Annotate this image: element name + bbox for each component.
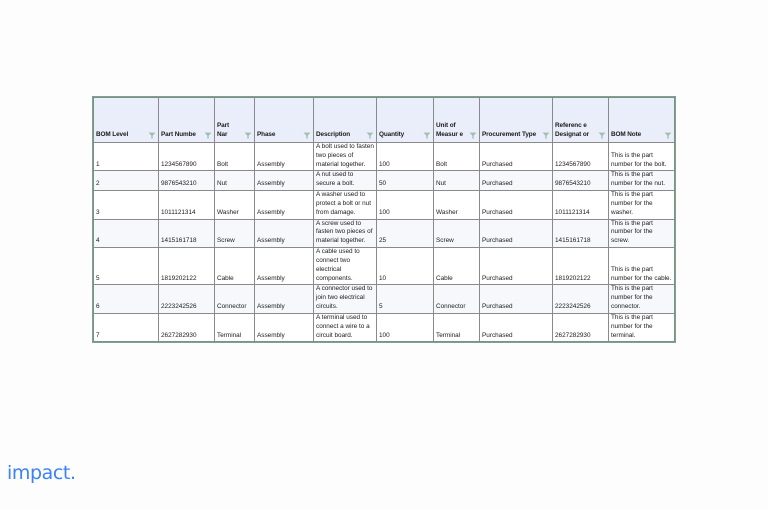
- filter-funnel-icon[interactable]: [542, 132, 550, 139]
- column-header-label: Unit of Measur e: [436, 122, 463, 139]
- cell-part_number[interactable]: 1011121314: [159, 191, 215, 219]
- column-header-label: Description: [316, 131, 351, 139]
- column-header-bom_level[interactable]: [94, 98, 159, 143]
- column-header-quantity[interactable]: [377, 98, 434, 143]
- cell-description[interactable]: A connector used to join two electrical circuits.: [314, 285, 377, 313]
- cell-bom_level[interactable]: 6: [94, 285, 159, 313]
- filter-funnel-icon[interactable]: [303, 132, 311, 139]
- cell-phase[interactable]: Assembly: [255, 313, 314, 341]
- column-header-part_name[interactable]: [215, 98, 255, 143]
- column-header-bom_note[interactable]: [609, 98, 675, 143]
- cell-procurement[interactable]: Purchased: [480, 143, 553, 171]
- cell-quantity[interactable]: 50: [377, 171, 434, 191]
- cell-phase[interactable]: Assembly: [255, 219, 314, 247]
- cell-quantity[interactable]: 25: [377, 219, 434, 247]
- cell-bom_level[interactable]: 2: [94, 171, 159, 191]
- column-header-label: BOM Note: [611, 131, 642, 139]
- cell-quantity[interactable]: 100: [377, 191, 434, 219]
- cell-procurement[interactable]: Purchased: [480, 313, 553, 341]
- cell-description[interactable]: A washer used to protect a bolt or nut from damage.: [314, 191, 377, 219]
- cell-part_number[interactable]: 1415161718: [159, 219, 215, 247]
- cell-description[interactable]: A bolt used to fasten two pieces of material together.: [314, 143, 377, 171]
- cell-phase[interactable]: Assembly: [255, 285, 314, 313]
- column-header-procurement[interactable]: [480, 98, 553, 143]
- cell-procurement[interactable]: Purchased: [480, 219, 553, 247]
- column-header-label: Procurement Type: [482, 131, 537, 139]
- cell-ref_designator[interactable]: 1819202122: [553, 248, 609, 285]
- cell-unit_of_measure[interactable]: Screw: [434, 219, 480, 247]
- table-row[interactable]: [94, 171, 675, 191]
- column-header-label: Part Numbe: [161, 131, 196, 139]
- cell-ref_designator[interactable]: 2627282930: [553, 313, 609, 341]
- filter-funnel-icon[interactable]: [598, 132, 606, 139]
- cell-unit_of_measure[interactable]: Cable: [434, 248, 480, 285]
- cell-quantity[interactable]: 5: [377, 285, 434, 313]
- cell-part_number[interactable]: 2223242526: [159, 285, 215, 313]
- cell-unit_of_measure[interactable]: Bolt: [434, 143, 480, 171]
- cell-bom_note[interactable]: This is the part number for the cable.: [609, 248, 675, 285]
- column-header-unit_of_measure[interactable]: [434, 98, 480, 143]
- cell-phase[interactable]: Assembly: [255, 171, 314, 191]
- cell-phase[interactable]: Assembly: [255, 248, 314, 285]
- table-header-row: [94, 98, 675, 143]
- column-header-label: BOM Level: [96, 131, 129, 139]
- table-row[interactable]: [94, 313, 675, 341]
- column-header-label: Quantity: [379, 131, 405, 139]
- cell-bom_level[interactable]: 1: [94, 143, 159, 171]
- table-row[interactable]: [94, 285, 675, 313]
- cell-ref_designator[interactable]: 1234567890: [553, 143, 609, 171]
- cell-procurement[interactable]: Purchased: [480, 248, 553, 285]
- cell-description[interactable]: A screw used to fasten two pieces of material together.: [314, 219, 377, 247]
- filter-funnel-icon[interactable]: [469, 132, 477, 139]
- cell-procurement[interactable]: Purchased: [480, 191, 553, 219]
- filter-funnel-icon[interactable]: [204, 132, 212, 139]
- cell-unit_of_measure[interactable]: Nut: [434, 171, 480, 191]
- cell-description[interactable]: A cable used to connect two electrical components.: [314, 248, 377, 285]
- table-row[interactable]: [94, 248, 675, 285]
- table-row[interactable]: [94, 219, 675, 247]
- cell-quantity[interactable]: 100: [377, 143, 434, 171]
- cell-bom_note[interactable]: This is the part number for the nut.: [609, 171, 675, 191]
- cell-part_name[interactable]: Nut: [215, 171, 255, 191]
- cell-part_number[interactable]: 9876543210: [159, 171, 215, 191]
- cell-bom_level[interactable]: 5: [94, 248, 159, 285]
- bom-table-header: [94, 98, 675, 143]
- impact-logo: impact.: [7, 462, 76, 484]
- cell-bom_level[interactable]: 7: [94, 313, 159, 341]
- filter-funnel-icon[interactable]: [244, 132, 252, 139]
- cell-procurement[interactable]: Purchased: [480, 285, 553, 313]
- cell-bom_note[interactable]: This is the part number for the connector.: [609, 285, 675, 313]
- cell-unit_of_measure[interactable]: Terminal: [434, 313, 480, 341]
- cell-bom_level[interactable]: 3: [94, 191, 159, 219]
- column-header-part_number[interactable]: [159, 98, 215, 143]
- cell-part_number[interactable]: 1819202122: [159, 248, 215, 285]
- cell-bom_note[interactable]: This is the part number for the bolt.: [609, 143, 675, 171]
- cell-ref_designator[interactable]: 9876543210: [553, 171, 609, 191]
- table-row[interactable]: [94, 191, 675, 219]
- bom-table-body: [94, 143, 675, 342]
- cell-quantity[interactable]: 100: [377, 313, 434, 341]
- cell-ref_designator[interactable]: 1415161718: [553, 219, 609, 247]
- filter-funnel-icon[interactable]: [664, 132, 672, 139]
- cell-part_name[interactable]: Cable: [215, 248, 255, 285]
- cell-quantity[interactable]: 10: [377, 248, 434, 285]
- column-header-phase[interactable]: [255, 98, 314, 143]
- cell-part_name[interactable]: Screw: [215, 219, 255, 247]
- column-header-ref_designator[interactable]: [553, 98, 609, 143]
- cell-bom_note[interactable]: This is the part number for the terminal.: [609, 313, 675, 341]
- bom-table-container: [92, 96, 676, 343]
- cell-part_name[interactable]: Washer: [215, 191, 255, 219]
- cell-description[interactable]: A nut used to secure a bolt.: [314, 171, 377, 191]
- column-header-label: Referenc e Designat or: [555, 122, 590, 139]
- column-header-description[interactable]: [314, 98, 377, 143]
- cell-part_number[interactable]: 1234567890: [159, 143, 215, 171]
- cell-unit_of_measure[interactable]: Connector: [434, 285, 480, 313]
- cell-part_name[interactable]: Bolt: [215, 143, 255, 171]
- cell-bom_note[interactable]: This is the part number for the washer.: [609, 191, 675, 219]
- column-header-label: Part Nar: [217, 122, 230, 139]
- cell-ref_designator[interactable]: 2223242526: [553, 285, 609, 313]
- bom-table: [93, 97, 675, 342]
- cell-part_name[interactable]: Terminal: [215, 313, 255, 341]
- cell-part_name[interactable]: Connector: [215, 285, 255, 313]
- cell-procurement[interactable]: Purchased: [480, 171, 553, 191]
- filter-funnel-icon[interactable]: [423, 132, 431, 139]
- cell-bom_note[interactable]: This is the part number for the screw.: [609, 219, 675, 247]
- cell-part_number[interactable]: 2627282930: [159, 313, 215, 341]
- table-row[interactable]: [94, 143, 675, 171]
- filter-funnel-icon[interactable]: [148, 132, 156, 139]
- cell-description[interactable]: A terminal used to connect a wire to a circuit board.: [314, 313, 377, 341]
- cell-unit_of_measure[interactable]: Washer: [434, 191, 480, 219]
- cell-phase[interactable]: Assembly: [255, 143, 314, 171]
- cell-bom_level[interactable]: 4: [94, 219, 159, 247]
- column-header-label: Phase: [257, 131, 276, 139]
- filter-funnel-icon[interactable]: [366, 132, 374, 139]
- cell-ref_designator[interactable]: 1011121314: [553, 191, 609, 219]
- cell-phase[interactable]: Assembly: [255, 191, 314, 219]
